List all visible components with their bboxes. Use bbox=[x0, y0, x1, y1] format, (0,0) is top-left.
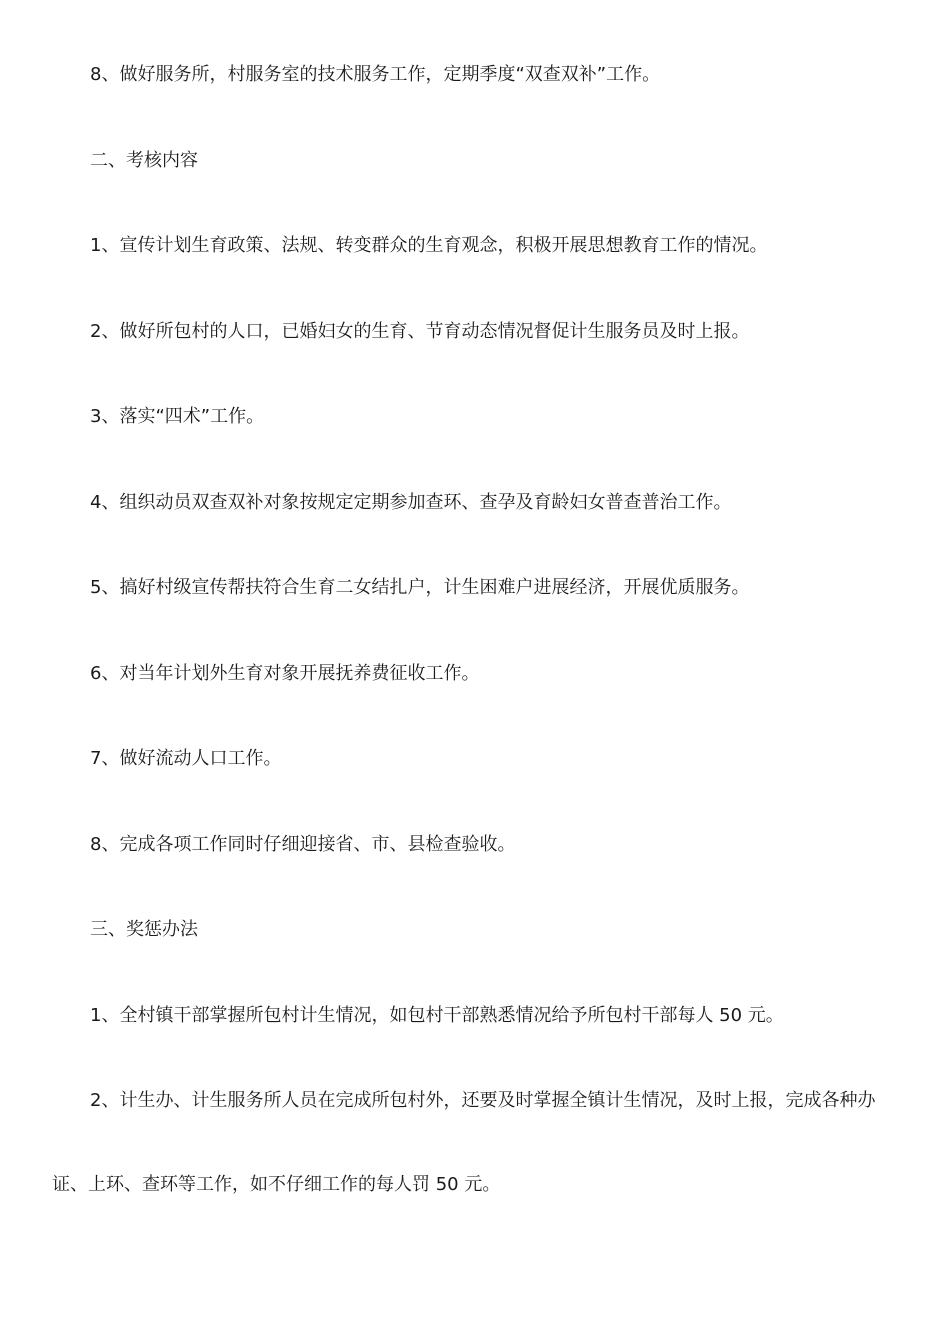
paragraph-penalty-rule: 2、计生办、计生服务所人员在完成所包村外，还要及时掌握全镇计生情况，及时上报，完成各种办证、上环、查环等工作，如不仔细工作的每人罚 50 元。 bbox=[52, 1090, 876, 1195]
paragraph-publicity-policy: 1、宣传计划生育政策、法规、转变群众的生育观念，积极开展思想教育工作的情况。 bbox=[90, 235, 768, 256]
paragraph-population-report: 2、做好所包村的人口，已婚妇女的生育、节育动态情况督促计生服务员及时上报。 bbox=[90, 321, 750, 342]
paragraph-floating-population: 7、做好流动人口工作。 bbox=[90, 748, 282, 769]
heading-rewards-penalties: 三、奖惩办法 bbox=[90, 919, 198, 940]
paragraph-inspection: 8、完成各项工作同时仔细迎接省、市、县检查验收。 bbox=[90, 834, 516, 855]
paragraph-checkup-organize: 4、组织动员双查双补对象按规定定期参加查环、查孕及育龄妇女普查普治工作。 bbox=[90, 492, 732, 513]
paragraph-service-work: 8、做好服务所，村服务室的技术服务工作，定期季度“双查双补”工作。 bbox=[90, 64, 661, 85]
heading-assessment-content: 二、考核内容 bbox=[90, 150, 198, 171]
paragraph-fee-collection: 6、对当年计划外生育对象开展抚养费征收工作。 bbox=[90, 663, 480, 684]
paragraph-village-support: 5、搞好村级宣传帮扶符合生育二女结扎户，计生困难户进展经济，开展优质服务。 bbox=[90, 577, 750, 598]
paragraph-reward-rule: 1、全村镇干部掌握所包村计生情况，如包村干部熟悉情况给予所包村干部每人 50 元。 bbox=[90, 1005, 784, 1026]
paragraph-four-operations: 3、落实“四术”工作。 bbox=[90, 406, 265, 427]
